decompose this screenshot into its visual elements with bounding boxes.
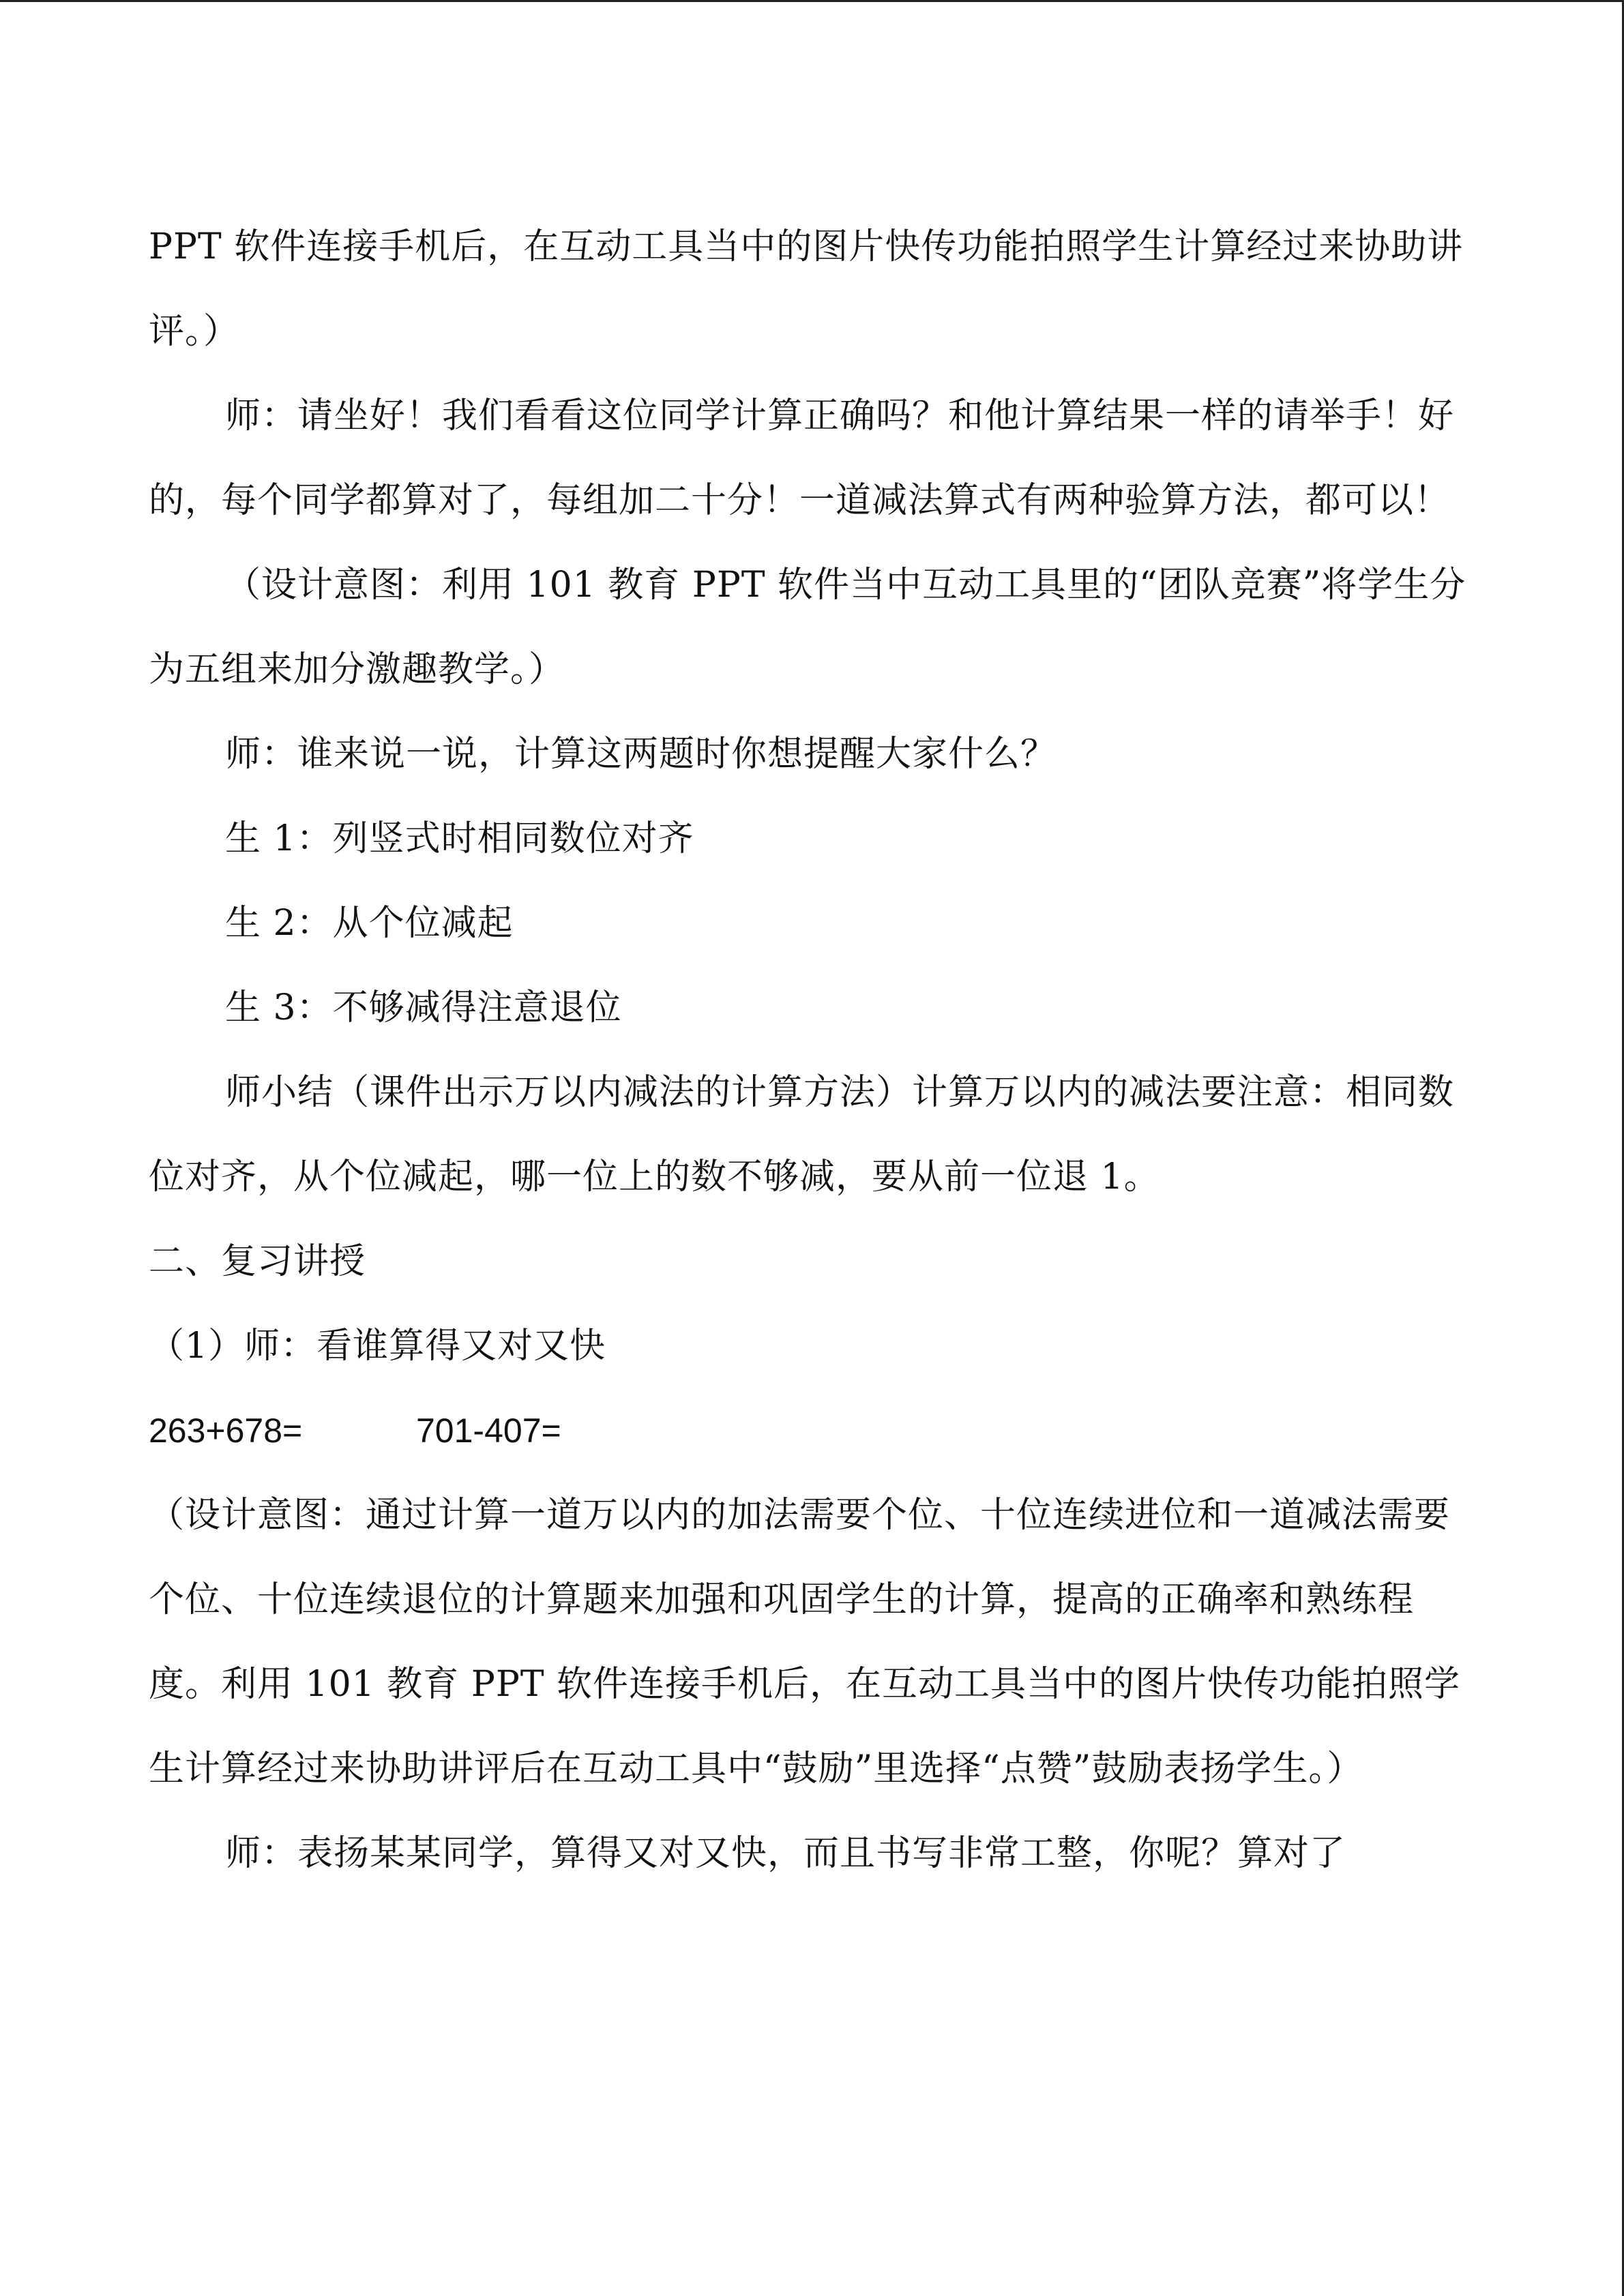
calculation-row: [149, 1388, 1486, 1473]
calculation-addition: 263+678=: [149, 1412, 303, 1450]
paragraph-student-2: 生 2：从个位减起: [225, 903, 514, 944]
paragraph-teacher-check: 师：请坐好！我们看看这位同学计算正确吗？和他计算结果一样的请举手！好的，每个同学都算对了，每组加二十分！一道减法算式有两种验算方法，都可以！: [149, 396, 1455, 521]
paragraph-teacher-question: 师：谁来说一说，计算这两题时你想提醒大家什么？: [225, 734, 1057, 775]
paragraph-intro-continuation: PPT 软件连接手机后，在互动工具当中的图片快传功能拍照学生计算经过来协助讲评。）: [149, 226, 1464, 352]
calculation-subtraction: 701-407=: [416, 1412, 561, 1450]
paragraph-student-1: 生 1：列竖式时相同数位对齐: [225, 818, 694, 859]
paragraph-student-3: 生 3：不够减得注意退位: [225, 987, 622, 1028]
top-border-line: [0, 0, 1624, 2]
section-heading-review: 二、复习讲授: [149, 1241, 366, 1282]
document-body: [149, 205, 1486, 1896]
paragraph-task-1: （1）师：看谁算得又对又快: [149, 1326, 606, 1367]
paragraph-teacher-praise: 师：表扬某某同学，算得又对又快，而且书写非常工整，你呢？算对了: [225, 1833, 1346, 1874]
paragraph-design-intent-calc: （设计意图：通过计算一道万以内的加法需要个位、十位连续进位和一道减法需要个位、十位连续退位的计算题来加强和巩固学生的计算，提高的正确率和熟练程度。利用 101 教育 PPT 软件连接手机后，在互动工具当中的图片快传功能拍照学生计算经过来协助讲评后在互动工具中“鼓励”里选择“点赞”鼓励表扬学生。）: [149, 1495, 1461, 1789]
paragraph-design-intent-team: （设计意图：利用 101 教育 PPT 软件当中互动工具里的“团队竞赛”将学生分为五组来加分激趣教学。）: [149, 565, 1466, 690]
paragraph-teacher-summary: 师小结（课件出示万以内减法的计算方法）计算万以内的减法要注意：相同数位对齐，从个位减起，哪一位上的数不够减，要从前一位退 1。: [149, 1072, 1455, 1197]
